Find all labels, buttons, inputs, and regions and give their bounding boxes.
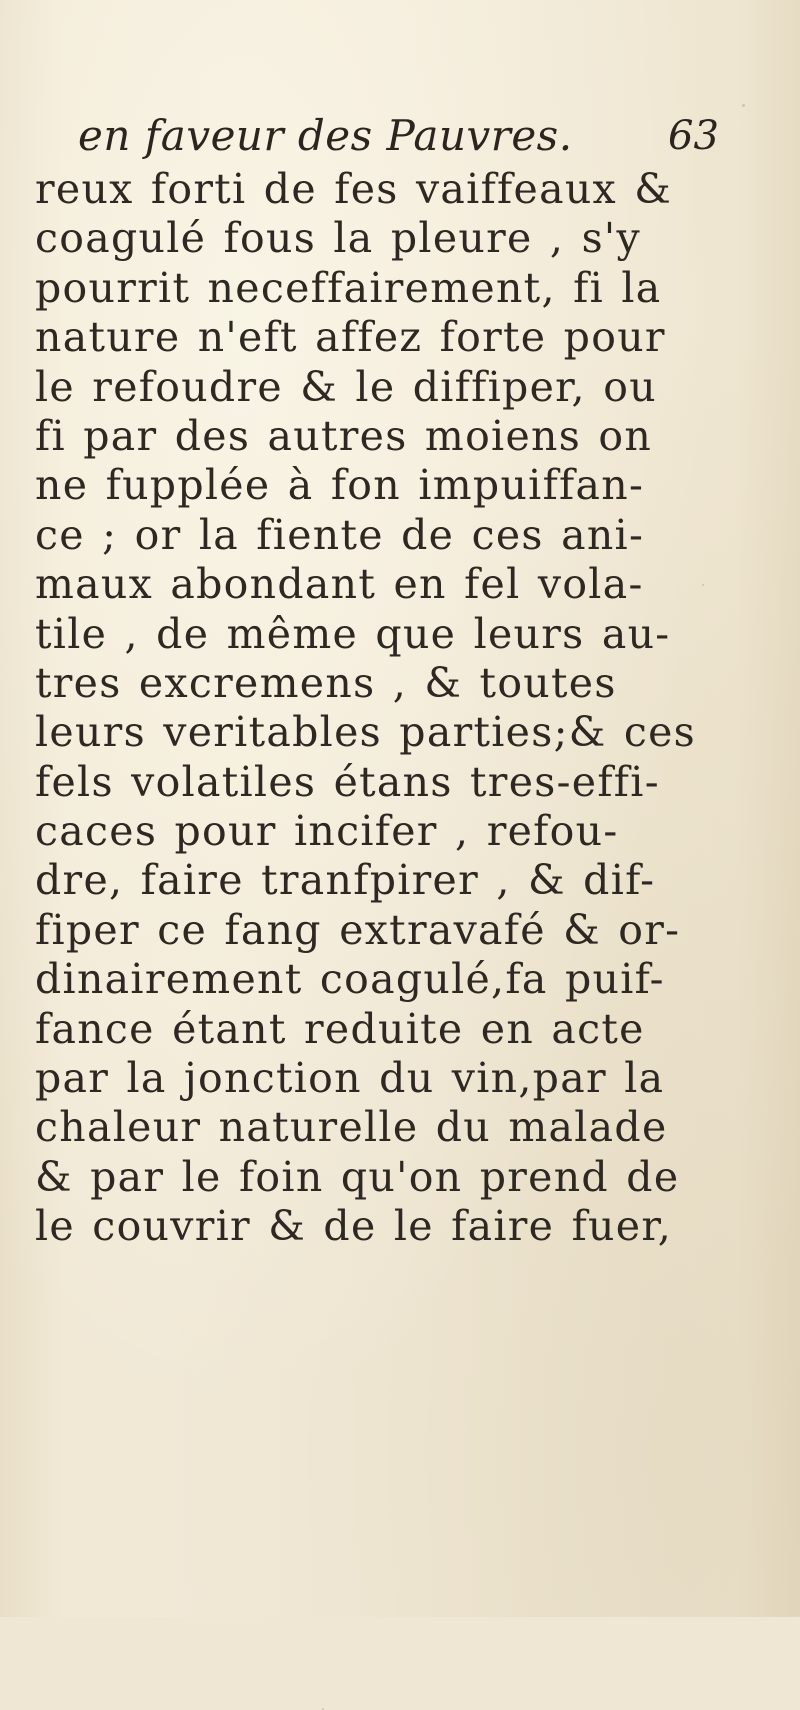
text-line: fi par des autres moiens on xyxy=(35,411,653,460)
paper-fleck xyxy=(702,584,704,586)
running-head xyxy=(0,108,800,168)
body-text xyxy=(35,165,696,1252)
text-line: pourrit neceffairement, fi la xyxy=(35,263,662,312)
text-line: tres excremens , & toutes xyxy=(35,658,617,707)
text-line: nature n'eft affez forte pour xyxy=(35,313,666,362)
running-head-title: en faveur des Pauvres. xyxy=(78,111,573,160)
text-line: fels volatiles étans tres-effi- xyxy=(35,757,660,806)
text-line: & par le foin qu'on prend de xyxy=(35,1152,680,1201)
text-line: reux forti de fes vaiffeaux & xyxy=(35,165,673,213)
text-line: maux abondant en fel vola- xyxy=(35,560,644,609)
text-line: le refoudre & le diffiper, ou xyxy=(35,362,657,411)
text-line: caces pour incifer , refou- xyxy=(35,807,619,856)
text-line: dre, faire tranfpirer , & dif- xyxy=(35,856,656,905)
text-line: leurs veritables parties;& ces xyxy=(35,708,696,757)
text-line: fiper ce fang extravafé & or- xyxy=(35,905,681,954)
paper-fleck xyxy=(742,104,745,107)
text-line: ne fupplée à fon impuiffan- xyxy=(35,461,645,510)
text-line: tile , de même que leurs au- xyxy=(35,609,671,658)
text-line: par la jonction du vin,par la xyxy=(35,1054,665,1103)
text-line: dinairement coagulé,fa puif- xyxy=(35,955,665,1004)
text-line: ce ; or la fiente de ces ani- xyxy=(35,510,645,559)
page-number: 63 xyxy=(668,113,719,159)
text-line: chaleur naturelle du malade xyxy=(35,1103,668,1152)
text-line: le couvrir & de le faire fuer, xyxy=(35,1202,673,1251)
text-line: coagulé fous la pleure , s'y xyxy=(35,214,641,263)
text-line: fance étant reduite en acte xyxy=(35,1004,645,1053)
